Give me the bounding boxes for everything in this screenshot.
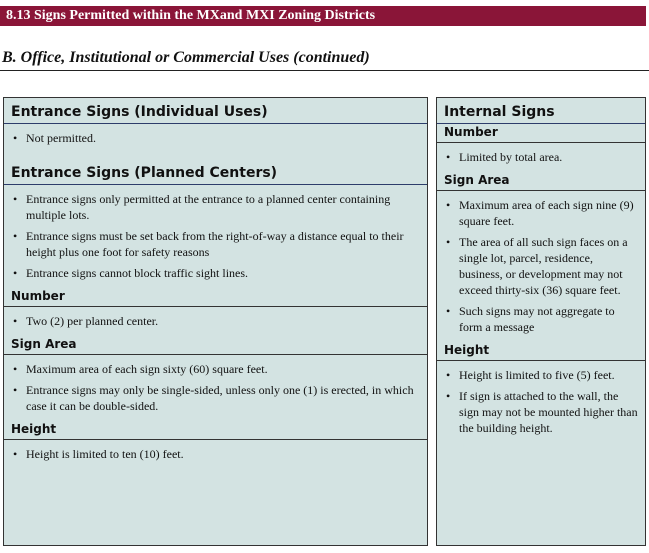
left-panel xyxy=(3,97,428,546)
bullet-icon: • xyxy=(13,131,18,145)
bullet-icon: • xyxy=(446,150,451,164)
list-height xyxy=(4,440,427,469)
subheading: B. Office, Institutional or Commercial Uses (continued) xyxy=(2,49,370,66)
list-item: • Not permitted. xyxy=(13,131,96,145)
bullet-icon: • xyxy=(13,314,18,328)
list-item: • Limited by total area. xyxy=(446,150,563,164)
list-entrance-individual xyxy=(4,124,427,153)
heading-sign-area: Sign Area xyxy=(437,172,645,191)
bullet-icon: • xyxy=(446,198,451,212)
section-banner xyxy=(0,6,646,26)
bullet-icon: • xyxy=(13,447,18,461)
right-panel xyxy=(436,97,646,546)
heading-sign-area: Sign Area xyxy=(4,336,427,355)
list-sign-area xyxy=(437,191,645,342)
list-item: • Entrance signs only permitted at the entrance to a planned center containing multiple lots. xyxy=(13,192,391,222)
bullet-icon: • xyxy=(446,304,451,318)
list-item: • Entrance signs cannot block traffic sight lines. xyxy=(13,266,249,280)
bullet-icon: • xyxy=(13,229,18,243)
bullet-icon: • xyxy=(446,235,451,249)
heading-height: Height xyxy=(4,421,427,440)
heading-entrance-planned: Entrance Signs (Planned Centers) xyxy=(4,163,427,185)
list-item: • Entrance signs may only be single-sided, unless only one (1) is erected, in which case it can be double-sided. xyxy=(13,383,414,413)
list-entrance-planned xyxy=(4,185,427,288)
heading-entrance-individual: Entrance Signs (Individual Uses) xyxy=(4,102,427,124)
list-item: • The area of all such sign faces on a single lot, parcel, residence, business, or development may not exceed thirty-six (36) square feet. xyxy=(446,235,628,297)
bullet-icon: • xyxy=(446,368,451,382)
bullet-icon: • xyxy=(13,362,18,376)
list-item: • Height is limited to five (5) feet. xyxy=(446,368,615,382)
list-item: • Two (2) per planned center. xyxy=(13,314,159,328)
bullet-icon: • xyxy=(13,383,18,397)
list-item: • Height is limited to ten (10) feet. xyxy=(13,447,184,461)
list-sign-area xyxy=(4,355,427,421)
heading-number: Number xyxy=(4,288,427,307)
heading-number: Number xyxy=(437,124,645,143)
bullet-icon: • xyxy=(446,389,451,403)
heading-height: Height xyxy=(437,342,645,361)
list-item: • Such signs may not aggregate to form a message xyxy=(446,304,615,334)
list-number xyxy=(4,307,427,336)
list-height xyxy=(437,361,645,443)
list-item: • Maximum area of each sign nine (9) square feet. xyxy=(446,198,634,228)
list-item: • Entrance signs must be set back from the right-of-way a distance equal to their height plus one foot for safety reasons xyxy=(13,229,404,259)
heading-internal-signs: Internal Signs xyxy=(437,102,645,124)
bullet-icon: • xyxy=(13,266,18,280)
list-item: • Maximum area of each sign sixty (60) square feet. xyxy=(13,362,268,376)
subheading-rule xyxy=(0,70,649,71)
bullet-icon: • xyxy=(13,192,18,206)
list-item: • If sign is attached to the wall, the sign may not be mounted higher than the building height. xyxy=(446,389,638,435)
list-number xyxy=(437,143,645,172)
banner-title: 8.13 Signs Permitted within the MXand MXI Zoning Districts xyxy=(6,8,376,23)
